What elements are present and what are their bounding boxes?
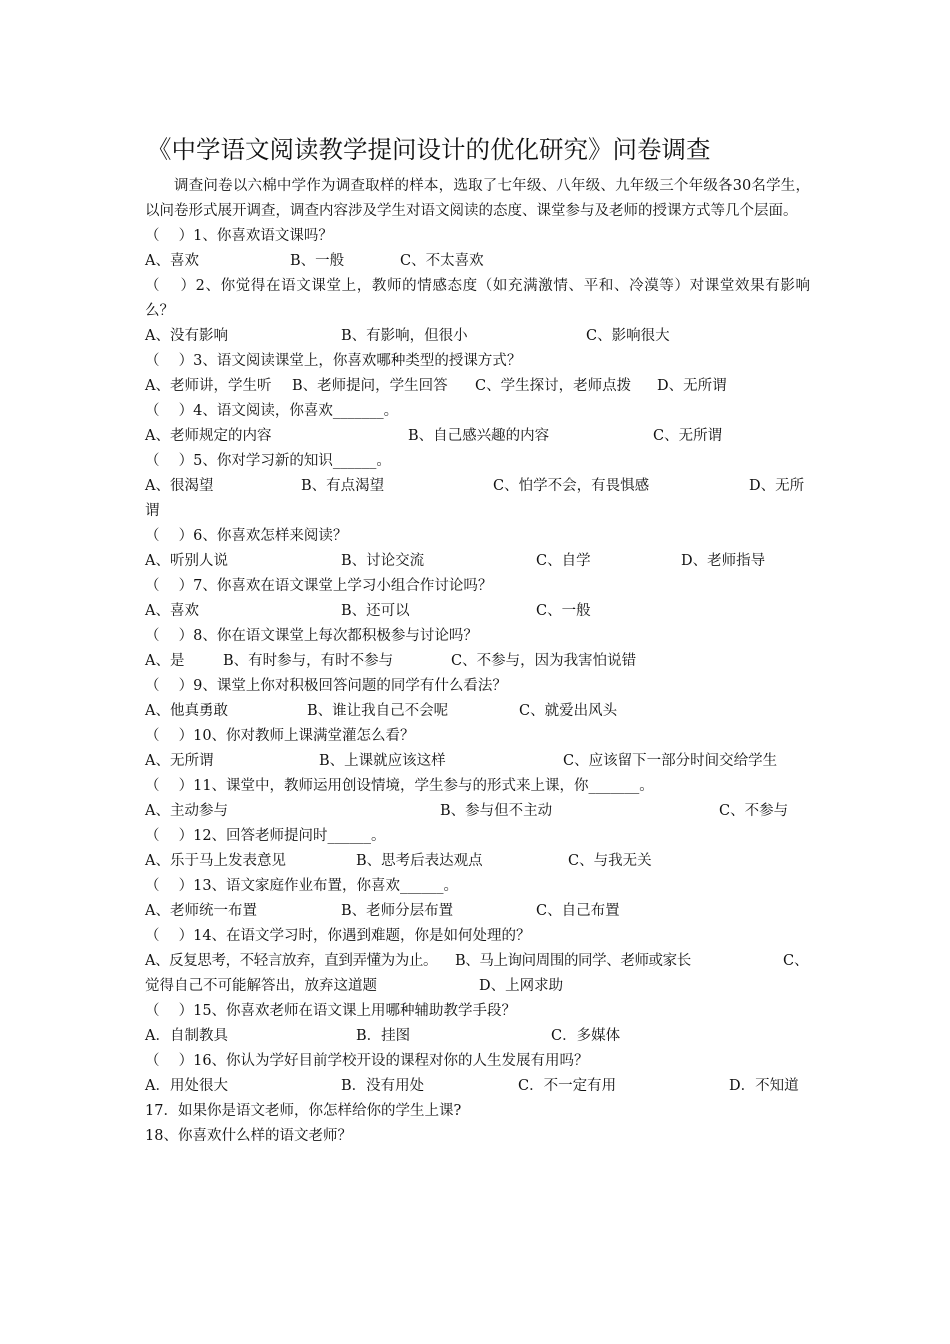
q13-option-c: C、自己布置 — [536, 903, 620, 919]
q1-option-a: A、喜欢 — [145, 253, 199, 269]
q16-option-a: A．用处很大 — [145, 1078, 228, 1094]
q13-option-a: A、老师统一布置 — [145, 903, 257, 919]
question-5-options-wrap — [145, 499, 810, 524]
document-title: 《中学语文阅读教学提问设计的优化研究》问卷调查 — [147, 135, 711, 164]
q7-option-c: C、一般 — [536, 603, 591, 619]
question-16-options — [145, 1074, 810, 1099]
question-10-options — [145, 749, 810, 774]
questionnaire-page — [145, 128, 810, 1149]
question-11-options — [145, 799, 810, 824]
q3-option-d: D、无所谓 — [657, 378, 727, 394]
question-14-options-wrap — [145, 974, 810, 999]
q5-option-a: A、很渴望 — [145, 478, 214, 494]
question-1-options — [145, 249, 810, 274]
q2-option-b: B、有影响，但很小 — [341, 328, 468, 344]
q4-option-c: C、无所谓 — [653, 428, 723, 444]
q14-option-a: A、反复思考，不轻言放弃，直到弄懂为为止。 — [145, 953, 438, 969]
question-6: （ ）6、你喜欢怎样来阅读？ — [145, 528, 348, 544]
question-2-options — [145, 324, 810, 349]
question-5-options — [145, 474, 810, 499]
question-16: （ ）16、你认为学好目前学校开设的课程对你的人生发展有用吗？ — [145, 1053, 589, 1069]
question-3-options — [145, 374, 810, 399]
q14-option-c: C、 — [783, 953, 809, 969]
q12-option-a: A、乐于马上发表意见 — [145, 853, 286, 869]
q5-option-d-continued: 谓 — [145, 503, 160, 519]
question-13-options — [145, 899, 810, 924]
q1-option-b: B、一般 — [290, 253, 345, 269]
question-9-options — [145, 699, 810, 724]
question-4: （ ）4、语文阅读，你喜欢_______。 — [145, 403, 399, 419]
question-9: （ ）9、课堂上你对积极回答问题的同学有什么看法？ — [145, 678, 507, 694]
intro-paragraph: 调查问卷以六棉中学作为调查取样的样本，选取了七年级、八年级、九年级三个年级各30名学生，以问卷形式展开调查，调查内容涉及学生对语文阅读的态度、课堂参与及老师的授课方式等几个层面。 — [145, 178, 810, 219]
question-18: 18、你喜欢什么样的语文老师？ — [145, 1128, 352, 1144]
question-14: （ ）14、在语文学习时，你遇到难题，你是如何处理的？ — [145, 928, 531, 944]
q11-option-b: B、参与但不主动 — [440, 803, 553, 819]
q8-option-b: B、有时参与，有时不参与 — [223, 653, 394, 669]
q15-option-c: C．多媒体 — [551, 1028, 621, 1044]
q7-option-b: B、还可以 — [341, 603, 410, 619]
q15-option-b: B．挂图 — [356, 1028, 411, 1044]
question-11: （ ）11、课堂中，教师运用创设情境，学生参与的形式来上课，你_______。 — [145, 778, 654, 794]
q12-option-c: C、与我无关 — [568, 853, 652, 869]
question-17: 17．如果你是语文老师，你怎样给你的学生上课? — [145, 1103, 462, 1119]
q6-option-d: D、老师指导 — [681, 553, 766, 569]
question-8-options — [145, 649, 810, 674]
question-5: （ ）5、你对学习新的知识______。 — [145, 453, 391, 469]
q5-option-c: C、怕学不会，有畏惧感 — [493, 478, 650, 494]
question-3: （ ）3、语文阅读课堂上，你喜欢哪种类型的授课方式？ — [145, 353, 522, 369]
q3-option-b: B、老师提问，学生回答 — [292, 378, 448, 394]
q10-option-c: C、应该留下一部分时间交给学生 — [563, 753, 778, 769]
q16-option-b: B．没有用处 — [341, 1078, 425, 1094]
q4-option-a: A、老师规定的内容 — [145, 428, 272, 444]
q5-option-d: D、无所 — [749, 478, 805, 494]
question-4-options — [145, 424, 810, 449]
q2-option-c: C、影响很大 — [586, 328, 670, 344]
question-8: （ ）8、你在语文课堂上每次都积极参与讨论吗？ — [145, 628, 478, 644]
question-7-options — [145, 599, 810, 624]
q6-option-a: A、听别人说 — [145, 553, 228, 569]
q1-option-c: C、不太喜欢 — [400, 253, 484, 269]
question-12: （ ）12、回答老师提问时______。 — [145, 828, 386, 844]
q14-option-c-continued: 觉得自己不可能解答出，放弃这道题 — [145, 978, 377, 994]
q11-option-c: C、不参与 — [719, 803, 789, 819]
q4-option-b: B、自己感兴趣的内容 — [408, 428, 550, 444]
q11-option-a: A、主动参与 — [145, 803, 228, 819]
q10-option-b: B、上课就应该这样 — [319, 753, 446, 769]
q8-option-a: A、是 — [145, 653, 185, 669]
q5-option-b: B、有点渴望 — [301, 478, 385, 494]
question-2: （ ）2、你觉得在语文课堂上，教师的情感态度（如充满激情、平和、冷漠等）对课堂效果有影响么？ — [145, 278, 810, 319]
q3-option-a: A、老师讲，学生听 — [145, 378, 272, 394]
q16-option-d: D．不知道 — [729, 1078, 799, 1094]
q9-option-b: B、谁让我自己不会呢 — [307, 703, 449, 719]
question-15-options — [145, 1024, 810, 1049]
q14-option-d: D、上网求助 — [479, 978, 564, 994]
question-6-options — [145, 549, 810, 574]
q12-option-b: B、思考后表达观点 — [356, 853, 483, 869]
q7-option-a: A、喜欢 — [145, 603, 199, 619]
q6-option-b: B、讨论交流 — [341, 553, 425, 569]
question-15: （ ）15、你喜欢老师在语文课上用哪种辅助教学手段？ — [145, 1003, 517, 1019]
q13-option-b: B、老师分层布置 — [341, 903, 454, 919]
q6-option-c: C、自学 — [536, 553, 591, 569]
q3-option-c: C、学生探讨，老师点拨 — [475, 378, 632, 394]
q16-option-c: C．不一定有用 — [518, 1078, 617, 1094]
q9-option-c: C、就爱出风头 — [519, 703, 618, 719]
question-1: （ ）1、你喜欢语文课吗？ — [145, 228, 333, 244]
question-10: （ ）10、你对教师上课满堂灌怎么看？ — [145, 728, 415, 744]
q15-option-a: A．自制教具 — [145, 1028, 228, 1044]
q8-option-c: C、不参与，因为我害怕说错 — [451, 653, 637, 669]
question-13: （ ）13、语文家庭作业布置，你喜欢______。 — [145, 878, 459, 894]
q10-option-a: A、无所谓 — [145, 753, 214, 769]
q2-option-a: A、没有影响 — [145, 328, 228, 344]
question-12-options — [145, 849, 810, 874]
question-7: （ ）7、你喜欢在语文课堂上学习小组合作讨论吗？ — [145, 578, 493, 594]
question-14-options — [145, 949, 810, 974]
q14-option-b: B、马上询问周围的同学、老师或家长 — [455, 953, 691, 969]
q9-option-a: A、他真勇敢 — [145, 703, 228, 719]
